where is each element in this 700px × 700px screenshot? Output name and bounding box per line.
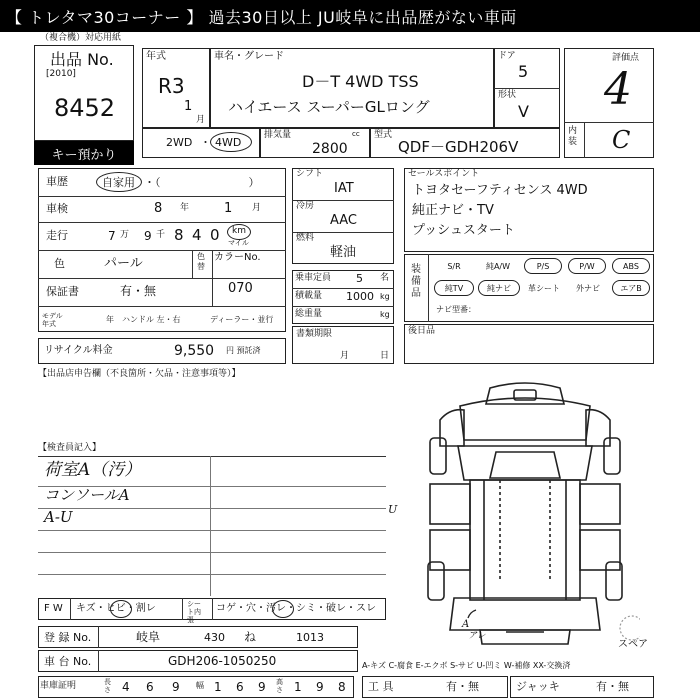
color-value: パール — [104, 256, 143, 271]
equip-navi: 純ナビ — [478, 280, 520, 296]
warranty-value: 有・無 — [120, 284, 157, 298]
year-month-unit: 月 — [196, 115, 206, 125]
mileage-d1: 9 — [144, 229, 152, 243]
color-change-label: 色替 — [197, 252, 205, 271]
model-row-handle: ハンドル 左・右 — [122, 315, 181, 324]
registration-kana: ね — [244, 630, 257, 644]
inspector-label: 【検査員記入】 — [38, 443, 102, 453]
mileage-label: 走行 — [46, 229, 68, 242]
jack-label: ジャッキ — [516, 680, 560, 693]
mileage-d1-unit: 千 — [156, 230, 166, 240]
model-code-label: 型式 — [374, 130, 393, 140]
color-label: 色 — [54, 257, 65, 270]
diagram-note-a: A — [462, 619, 470, 630]
drive-2wd: 2WD — [166, 136, 193, 149]
equip-ext-navi: 外ナビ — [576, 283, 600, 293]
cert-length-2: 9 — [172, 680, 180, 694]
recycle-value: 9,550 — [174, 343, 215, 359]
doc-deadline-label: 書類期限 — [296, 329, 333, 339]
doors-value: 5 — [518, 62, 529, 81]
shift-value: IAT — [334, 181, 354, 196]
interior-value: C — [612, 126, 631, 154]
fw-items: キズ・ヒビ・割レ — [76, 603, 156, 614]
car-damage-diagram — [410, 380, 640, 650]
capacity-unit: 名 — [380, 273, 390, 283]
fuel-value: 軽油 — [330, 245, 357, 260]
car-label: 車名・グレード — [214, 51, 284, 62]
car-grade: D－T 4WD TSS — [302, 72, 419, 91]
equip-label: 装備品 — [411, 264, 421, 299]
lot-label: 出品 No. — [50, 50, 114, 69]
history-rest: ・（ ） — [144, 176, 260, 189]
shift-label: シフト — [296, 169, 324, 179]
mileage-km: km — [232, 226, 246, 236]
equip-navi-model: ナビ型番： — [436, 305, 476, 314]
chassis-label: 車 台 No. — [44, 655, 92, 668]
recycle-unit: 円 預託済 — [226, 346, 261, 355]
spare-label: スペア — [618, 639, 648, 650]
inspection-month-unit: 月 — [252, 203, 262, 213]
registration-num: 430 — [204, 631, 225, 644]
doc-deadline-month: 月 — [340, 351, 350, 361]
drive-4wd: 4WD — [215, 136, 242, 149]
mileage-man: 7 — [108, 229, 116, 243]
mileage-man-unit: 万 — [120, 230, 130, 240]
registration-serial: 1013 — [296, 631, 324, 644]
model-row-label: モデル年式 — [42, 312, 63, 328]
sub-header: （複合機）対応用紙 — [40, 33, 122, 43]
mileage-d4: 0 — [210, 226, 220, 244]
key-label: キー預かり — [34, 141, 134, 165]
cert-height-2: 8 — [338, 680, 346, 694]
mileage-d3: 4 — [192, 226, 202, 244]
mileage-d2: 8 — [174, 226, 184, 244]
chassis-value: GDH206-1050250 — [168, 654, 277, 668]
banner: 【 トレタマ30コーナー 】 過去30日以上 JU岐阜に出品歴がない車両 — [0, 0, 700, 32]
mileage-mile: マイル — [228, 239, 249, 247]
cert-length-1: 6 — [146, 680, 154, 694]
year-era: R3 — [158, 74, 185, 98]
tools-label: 工 具 — [368, 680, 394, 693]
load-value: 1000 — [346, 290, 374, 303]
score-value: 4 — [604, 64, 632, 115]
recycle-label: リサイクル料金 — [44, 345, 113, 356]
cert-width-label: 幅 — [196, 681, 204, 690]
cert-width-1: 6 — [236, 680, 244, 694]
displacement-unit: cc — [352, 130, 360, 138]
cert-height-0: 1 — [294, 680, 302, 694]
model-code-value: QDF－GDH206V — [398, 138, 519, 156]
inspector-line1: 荷室A（汚） — [44, 460, 142, 480]
year-label: 年式 — [146, 51, 166, 62]
jack-value: 有・無 — [596, 680, 629, 693]
equip-ps: P/S — [524, 258, 562, 274]
registration-region: 岐阜 — [136, 630, 161, 644]
sales-line3: プッシュスタート — [412, 223, 515, 238]
model-row-year-unit: 年 — [106, 315, 114, 324]
later-docs-label: 後日品 — [408, 326, 436, 336]
tools-value: 有・無 — [446, 680, 479, 693]
sales-line2: 純正ナビ・TV — [412, 203, 494, 218]
equip-sr: S/R — [447, 261, 461, 271]
cert-width-0: 1 — [214, 680, 222, 694]
cert-width-2: 9 — [258, 680, 266, 694]
cert-length-0: 4 — [122, 680, 130, 694]
load-unit: kg — [380, 292, 390, 301]
ac-label: 冷房 — [296, 201, 315, 211]
car-name: ハイエース スーパーGLロング — [228, 98, 430, 116]
later-docs-box — [404, 324, 654, 364]
color-code-label: カラーNo. — [214, 252, 261, 263]
inspector-line3: A-U — [44, 508, 73, 526]
cert-label: 車庫証明 — [40, 681, 77, 691]
inspector-line2: コンソールA — [44, 486, 130, 504]
equip-leather: 革シート — [528, 283, 560, 293]
year-month: 1 — [184, 99, 193, 114]
model-row-dealer: ディーラー・並行 — [210, 315, 274, 324]
history-label: 車歴 — [46, 175, 68, 188]
score-label: 評価点 — [612, 53, 640, 63]
load-label: 積載量 — [295, 291, 323, 301]
inspection-year: 8 — [154, 201, 163, 216]
shape-label: 形状 — [498, 90, 517, 100]
cert-height-1: 9 — [316, 680, 324, 694]
drive-dot: ・ — [200, 136, 211, 149]
lot-number: 8452 — [54, 94, 116, 122]
capacity-value: 5 — [356, 272, 363, 285]
ac-value: AAC — [330, 213, 357, 228]
lot-year-tag: [2010] — [46, 69, 76, 79]
equip-airbag: エアB — [612, 280, 650, 296]
diagram-note-u: U — [388, 503, 398, 516]
gross-unit: kg — [380, 310, 390, 319]
warranty-label: 保証書 — [46, 285, 79, 298]
capacity-label: 乗車定員 — [295, 273, 332, 283]
displacement-value: 2800 — [312, 141, 348, 157]
equip-abs: ABS — [612, 258, 650, 274]
damage-legend: A-キズ C-腐食 E-エクボ S-サビ U-凹ミ W-補修 XX-交換済 — [362, 661, 571, 670]
fuel-label: 燃料 — [296, 233, 315, 243]
doors-label: ドア — [498, 51, 516, 61]
cert-height-label: 高さ — [276, 678, 283, 694]
displacement-label: 排気量 — [264, 130, 292, 140]
equip-pw: P/W — [568, 258, 606, 274]
fw-label: F W — [44, 603, 63, 614]
cert-length-label: 長さ — [104, 678, 111, 694]
fw-seat-items: コゲ・穴・汚レ・シミ・破レ・スレ — [216, 603, 376, 614]
sales-label: セールスポイント — [408, 169, 480, 179]
registration-label: 登 録 No. — [44, 631, 92, 644]
color-code: 070 — [228, 281, 253, 296]
fw-seat-label: シート内張 — [187, 600, 201, 624]
diagram-note-are: アレ — [468, 631, 486, 641]
interior-label: 内装 — [568, 126, 578, 147]
history-private: 自家用 — [102, 176, 135, 189]
shape-value: V — [518, 102, 529, 121]
inspection-label: 車検 — [46, 202, 68, 215]
seller-note-label: 【出品店申告欄（不良箇所・欠品・注意事項等）】 — [38, 369, 241, 379]
inspection-month: 1 — [224, 201, 233, 216]
doc-deadline-day: 日 — [380, 351, 390, 361]
equip-tv: 純TV — [434, 280, 474, 296]
inspection-year-unit: 年 — [180, 203, 190, 213]
gross-label: 総重量 — [295, 309, 323, 319]
equip-alloy: 純A/W — [485, 261, 511, 271]
sales-line1: トヨタセーフティセンス 4WD — [412, 183, 588, 198]
